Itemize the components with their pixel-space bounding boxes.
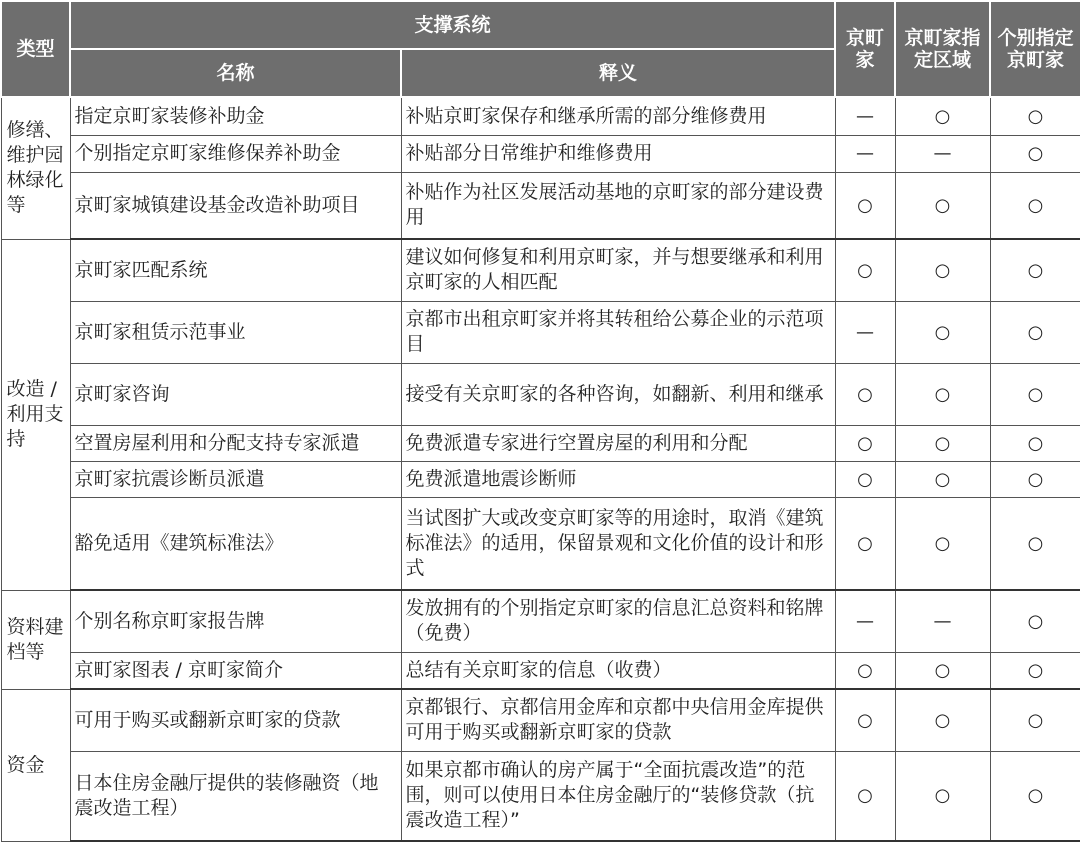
mark-kyomachiya: ○ <box>835 239 895 301</box>
row-name: 京町家城镇建设基金改造补助项目 <box>70 172 401 239</box>
row-desc: 免费派遣专家进行空置房屋的利用和分配 <box>401 425 835 461</box>
mark-kyomachiya: ○ <box>835 425 895 461</box>
row-name: 日本住房金融厅提供的装修融资（地震改造工程） <box>70 751 401 841</box>
mark-kyomachiya: ○ <box>835 461 895 497</box>
row-name: 京町家咨询 <box>70 363 401 425</box>
row-name: 京町家图表 / 京町家简介 <box>70 652 401 689</box>
mark-individual: ○ <box>990 363 1080 425</box>
table-row <box>1 497 1080 590</box>
row-desc: 补贴京町家保存和继承所需的部分维修费用 <box>401 97 835 135</box>
mark-designated-area: ○ <box>895 497 990 590</box>
table-row <box>1 301 1080 363</box>
row-desc: 补贴作为社区发展活动基地的京町家的部分建设费用 <box>401 172 835 239</box>
header-individual: 个别指定京町家 <box>990 1 1080 97</box>
category-label: 改造 / 利用支持 <box>1 239 70 590</box>
row-name: 个别指定京町家维修保养补助金 <box>70 135 401 172</box>
mark-designated-area: ○ <box>895 689 990 751</box>
row-name: 可用于购买或翻新京町家的贷款 <box>70 689 401 751</box>
mark-designated-area: ○ <box>895 301 990 363</box>
table-row <box>1 239 1080 301</box>
mark-designated-area: ○ <box>895 172 990 239</box>
mark-designated-area: ○ <box>895 461 990 497</box>
mark-kyomachiya: ○ <box>835 497 895 590</box>
table-row <box>1 461 1080 497</box>
row-name: 京町家抗震诊断员派遣 <box>70 461 401 497</box>
header-name: 名称 <box>70 49 401 97</box>
category-label: 修缮、维护园林绿化等 <box>1 97 70 239</box>
mark-kyomachiya: — <box>835 135 895 172</box>
mark-kyomachiya: ○ <box>835 652 895 689</box>
row-name: 个别名称京町家报告牌 <box>70 590 401 652</box>
mark-designated-area: ○ <box>895 97 990 135</box>
mark-individual: ○ <box>990 97 1080 135</box>
table-row <box>1 363 1080 425</box>
mark-kyomachiya: — <box>835 301 895 363</box>
mark-kyomachiya: ○ <box>835 689 895 751</box>
mark-kyomachiya: ○ <box>835 363 895 425</box>
row-name: 指定京町家装修补助金 <box>70 97 401 135</box>
mark-individual: ○ <box>990 172 1080 239</box>
row-desc: 补贴部分日常维护和维修费用 <box>401 135 835 172</box>
table-row <box>1 425 1080 461</box>
header-type: 类型 <box>1 1 70 97</box>
mark-kyomachiya: — <box>835 97 895 135</box>
row-name: 京町家租赁示范事业 <box>70 301 401 363</box>
category-label: 资金 <box>1 689 70 841</box>
row-name: 京町家匹配系统 <box>70 239 401 301</box>
mark-kyomachiya: — <box>835 590 895 652</box>
row-name: 豁免适用《建筑标准法》 <box>70 497 401 590</box>
header-support-system: 支撑系统 <box>70 1 835 49</box>
row-desc: 发放拥有的个别指定京町家的信息汇总资料和铭牌（免费） <box>401 590 835 652</box>
row-desc: 建议如何修复和利用京町家，并与想要继承和利用京町家的人相匹配 <box>401 239 835 301</box>
mark-designated-area: — <box>895 135 990 172</box>
mark-designated-area: ○ <box>895 239 990 301</box>
category-label: 资料建档等 <box>1 590 70 689</box>
mark-individual: ○ <box>990 652 1080 689</box>
mark-kyomachiya: ○ <box>835 751 895 841</box>
header-designated-area: 京町家指定区域 <box>895 1 990 97</box>
mark-designated-area: ○ <box>895 363 990 425</box>
table-row <box>1 97 1080 135</box>
mark-designated-area: ○ <box>895 751 990 841</box>
mark-individual: ○ <box>990 301 1080 363</box>
header-explanation: 释义 <box>401 49 835 97</box>
table-row <box>1 590 1080 652</box>
row-desc: 京都银行、京都信用金库和京都中央信用金库提供可用于购买或翻新京町家的贷款 <box>401 689 835 751</box>
row-desc: 免费派遣地震诊断师 <box>401 461 835 497</box>
table-row <box>1 172 1080 239</box>
mark-designated-area: ○ <box>895 425 990 461</box>
mark-individual: ○ <box>990 239 1080 301</box>
mark-individual: ○ <box>990 461 1080 497</box>
table-row <box>1 689 1080 751</box>
mark-individual: ○ <box>990 689 1080 751</box>
mark-individual: ○ <box>990 425 1080 461</box>
mark-individual: ○ <box>990 497 1080 590</box>
header-kyomachiya: 京町家 <box>835 1 895 97</box>
mark-individual: ○ <box>990 135 1080 172</box>
row-desc: 如果京都市确认的房产属于“全面抗震改造”的范围，则可以使用日本住房金融厅的“装修贷款（抗震改造工程）” <box>401 751 835 841</box>
mark-kyomachiya: ○ <box>835 172 895 239</box>
table-row <box>1 751 1080 841</box>
mark-individual: ○ <box>990 590 1080 652</box>
mark-individual: ○ <box>990 751 1080 841</box>
row-desc: 总结有关京町家的信息（收费） <box>401 652 835 689</box>
mark-designated-area: ○ <box>895 652 990 689</box>
row-desc: 当试图扩大或改变京町家等的用途时，取消《建筑标准法》的适用，保留景观和文化价值的设计和形式 <box>401 497 835 590</box>
row-desc: 京都市出租京町家并将其转租给公募企业的示范项目 <box>401 301 835 363</box>
mark-designated-area: — <box>895 590 990 652</box>
table-row <box>1 652 1080 689</box>
row-desc: 接受有关京町家的各种咨询，如翻新、利用和继承 <box>401 363 835 425</box>
row-name: 空置房屋利用和分配支持专家派遣 <box>70 425 401 461</box>
table-row <box>1 135 1080 172</box>
